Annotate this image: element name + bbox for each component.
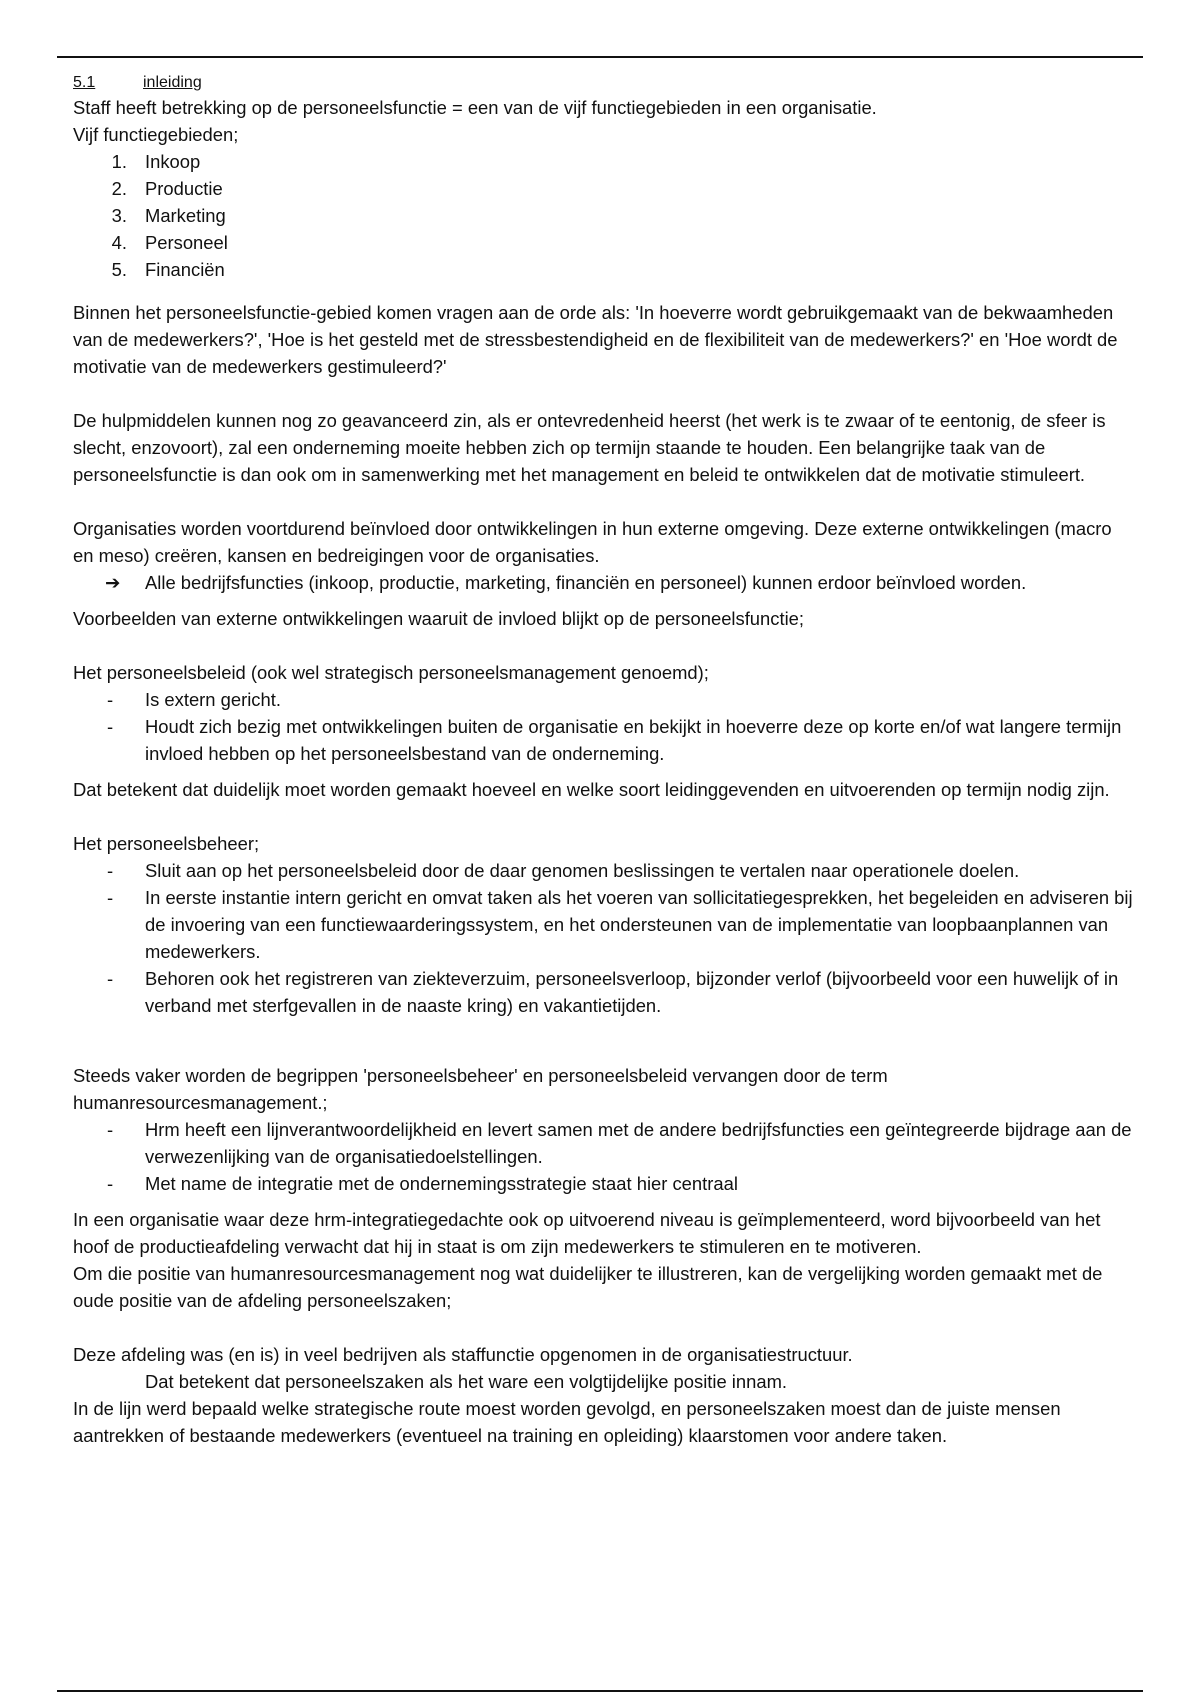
list-item-text: Met name de integratie met de ondernemingsstrategie staat hier centraal bbox=[145, 1173, 738, 1194]
dash-bullet: - bbox=[107, 689, 114, 710]
functions-list bbox=[73, 148, 1133, 283]
list-item bbox=[73, 884, 1133, 965]
list-item bbox=[73, 148, 1133, 175]
list-number: 1. bbox=[111, 151, 127, 172]
dash-bullet: - bbox=[107, 1119, 114, 1140]
arrow-list bbox=[73, 569, 1133, 596]
staff-paragraph-1: Deze afdeling was (en is) in veel bedrijven als staffunctie opgenomen in de organisatiestructuur. bbox=[73, 1344, 853, 1365]
dash-bullet: - bbox=[107, 716, 114, 737]
list-item bbox=[73, 1116, 1133, 1170]
integration-paragraph: In een organisatie waar deze hrm-integratiegedachte ook op uitvoerend niveau is geïmplementeerd, word bijvoorbeeld van het hoof de productieafdeling verwacht dat hij in staat is om zijn medewerkers te stimuleren en te motiveren. bbox=[73, 1209, 1101, 1257]
list-item-label: Inkoop bbox=[145, 151, 201, 172]
section-heading bbox=[73, 72, 1133, 94]
list-item bbox=[73, 569, 1133, 596]
list-item-label: Financiën bbox=[145, 259, 225, 280]
list-item bbox=[73, 202, 1133, 229]
meaning-paragraph: Dat betekent dat duidelijk moet worden gemaakt hoeveel en welke soort leidinggevenden en uitvoerenden op termijn nodig zijn. bbox=[73, 779, 1110, 800]
list-item-label: Marketing bbox=[145, 205, 226, 226]
list-item-label: Personeel bbox=[145, 232, 228, 253]
dash-bullet: - bbox=[107, 1173, 114, 1194]
external-paragraph: Organisaties worden voortdurend beïnvloed door ontwikkelingen in hun externe omgeving. Deze externe ontwikkelingen (macro en meso) creëren, kansen en bedreigingen voor de organisaties. bbox=[73, 518, 1112, 566]
list-item-text: Hrm heeft een lijnverantwoordelijkheid en levert samen met de andere bedrijfsfuncties een geïntegreerde bijdrage aan de verwezenlijking van de organisatiedoelstellingen. bbox=[145, 1119, 1132, 1167]
list-item-text: In eerste instantie intern gericht en omvat taken als het voeren van sollicitatiegesprekken, het begeleiden en adviseren bij de invoering van een functiewaarderingssystem, en het ondersteunen van de implementatie van loopbaanplannen van medewerkers. bbox=[145, 887, 1133, 962]
list-item-label: Productie bbox=[145, 178, 223, 199]
arrow-icon: ➔ bbox=[105, 572, 121, 593]
staff-paragraph-2: Dat betekent dat personeelszaken als het ware een volgtijdelijke positie innam. bbox=[145, 1371, 788, 1392]
list-item-text: Alle bedrijfsfuncties (inkoop, productie, marketing, financiën en personeel) kunnen erdoor beïnvloed worden. bbox=[145, 572, 1027, 593]
list-item bbox=[73, 1170, 1133, 1197]
dash-bullet: - bbox=[107, 860, 114, 881]
document-page bbox=[73, 72, 1133, 1449]
functions-intro: Vijf functiegebieden; bbox=[73, 124, 239, 145]
top-rule bbox=[57, 56, 1143, 58]
list-item-text: Houdt zich bezig met ontwikkelingen buiten de organisatie en bekijkt in hoeverre deze op korte en/of wat langere termijn invloed hebben op het personeelsbestand van de onderneming. bbox=[145, 716, 1122, 764]
questions-paragraph: Binnen het personeelsfunctie-gebied komen vragen aan de orde als: 'In hoeverre wordt gebruikgemaakt van de bekwaamheden van de medewerkers?', 'Hoe is het gesteld met de stressbestendigheid en de flexibiliteit van de medewerkers?' en 'Hoe wordt de motivatie van de medewerkers gestimuleerd?' bbox=[73, 302, 1118, 377]
bottom-rule bbox=[57, 1690, 1143, 1692]
list-item bbox=[73, 175, 1133, 202]
list-number: 5. bbox=[111, 259, 127, 280]
dash-bullet: - bbox=[107, 968, 114, 989]
tools-paragraph: De hulpmiddelen kunnen nog zo geavanceerd zin, als er ontevredenheid heerst (het werk is te zwaar of te eentonig, de sfeer is slecht, enzovoort), zal een onderneming moeite hebben zich op termijn staande te houden. Een belangrijke taak van de personeelsfunctie is dan ook om in samenwerking met het management en beleid te ontwikkelen dat de motivatie stimuleert. bbox=[73, 410, 1106, 485]
list-number: 3. bbox=[111, 205, 127, 226]
list-item bbox=[73, 229, 1133, 256]
position-paragraph: Om die positie van humanresourcesmanagement nog wat duidelijker te illustreren, kan de vergelijking worden gemaakt met de oude positie van de afdeling personeelszaken; bbox=[73, 1263, 1103, 1311]
examples-line: Voorbeelden van externe ontwikkelingen waaruit de invloed blijkt op de personeelsfunctie; bbox=[73, 608, 804, 629]
intro-paragraph: Staff heeft betrekking op de personeelsfunctie = een van de vijf functiegebieden in een organisatie. bbox=[73, 97, 877, 118]
list-number: 2. bbox=[111, 178, 127, 199]
hrm-intro: Steeds vaker worden de begrippen 'personeelsbeheer' en personeelsbeleid vervangen door de term humanresourcesmanagement.; bbox=[73, 1065, 888, 1113]
list-item-text: Sluit aan op het personeelsbeleid door de daar genomen beslissingen te vertalen naar operationele doelen. bbox=[145, 860, 1020, 881]
dash-bullet: - bbox=[107, 887, 114, 908]
section-number: 5.1 bbox=[73, 74, 96, 91]
list-item bbox=[73, 256, 1133, 283]
list-item bbox=[73, 965, 1133, 1019]
list-item bbox=[73, 857, 1133, 884]
list-item bbox=[73, 713, 1133, 767]
beleid-intro: Het personeelsbeleid (ook wel strategisch personeelsmanagement genoemd); bbox=[73, 662, 709, 683]
list-item-text: Is extern gericht. bbox=[145, 689, 281, 710]
list-number: 4. bbox=[111, 232, 127, 253]
beheer-list bbox=[73, 857, 1133, 1019]
beheer-intro: Het personeelsbeheer; bbox=[73, 833, 260, 854]
list-item-text: Behoren ook het registreren van ziekteverzuim, personeelsverloop, bijzonder verlof (bijvoorbeeld voor een huwelijk of in verband met sterfgevallen in de naaste kring) en vakantietijden. bbox=[145, 968, 1119, 1016]
staff-paragraph-3: In de lijn werd bepaald welke strategische route moest worden gevolgd, en personeelszaken moest dan de juiste mensen aantrekken of bestaande medewerkers (eventueel na training en opleiding) klaarstomen voor andere taken. bbox=[73, 1398, 1061, 1446]
hrm-list bbox=[73, 1116, 1133, 1197]
section-title: inleiding bbox=[143, 74, 202, 91]
beleid-list bbox=[73, 686, 1133, 767]
list-item bbox=[73, 686, 1133, 713]
